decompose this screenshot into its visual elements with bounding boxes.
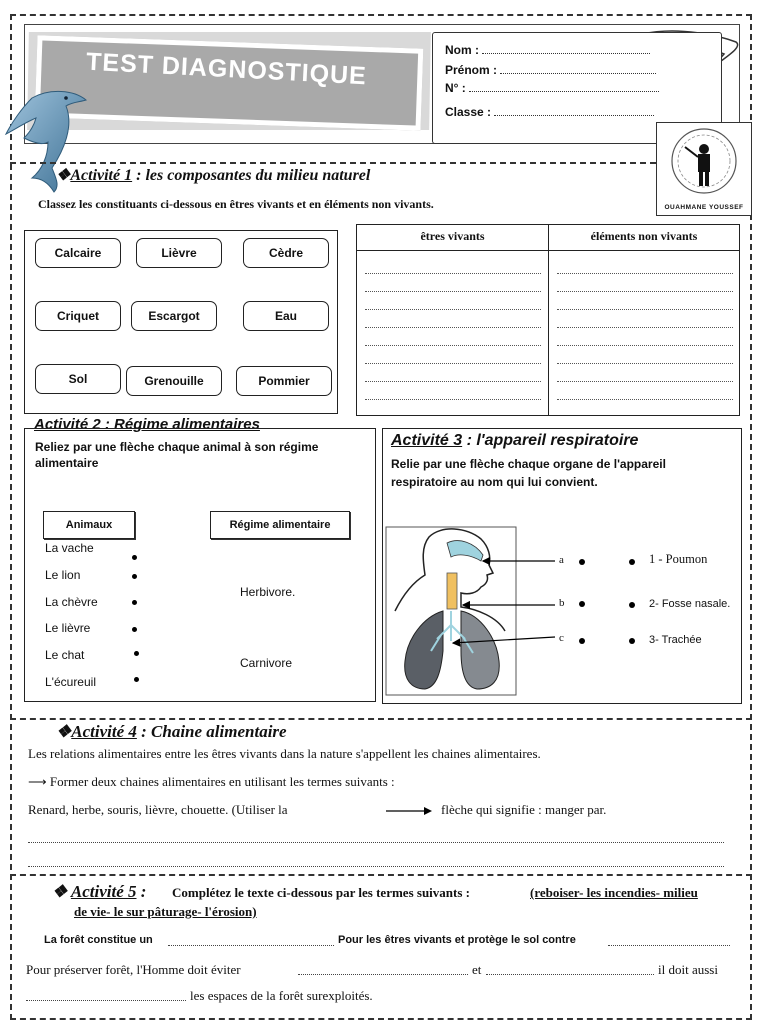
- connect-dot[interactable]: [579, 559, 585, 565]
- activity5-terms-line1: (reboiser- les incendies- milieu: [530, 885, 698, 900]
- banner-title: TEST DIAGNOSTIQUE: [85, 47, 368, 91]
- text1b: Pour les êtres vivants et protège le sol contre: [338, 934, 576, 946]
- animal-item: Le lion: [45, 568, 81, 582]
- blank-field[interactable]: [608, 945, 730, 946]
- activity5-terms-line2: de vie- le sur pâturage- l'érosion): [74, 904, 257, 919]
- classification-table: [356, 224, 740, 416]
- word-card[interactable]: Calcaire: [35, 238, 121, 268]
- answer-line[interactable]: [557, 381, 733, 382]
- connect-dot[interactable]: [132, 627, 137, 632]
- answer-line[interactable]: [557, 327, 733, 328]
- organ-letter: c: [559, 632, 564, 644]
- answer-line[interactable]: [365, 381, 541, 382]
- arrow-icon: [384, 804, 434, 818]
- diamond-bullet-icon: ❖: [56, 722, 72, 741]
- answer-line[interactable]: [28, 866, 724, 867]
- answer-line[interactable]: [365, 327, 541, 328]
- label-arrows: [443, 549, 573, 649]
- field-label: Prénom :: [445, 63, 498, 77]
- field-numero[interactable]: [445, 81, 659, 95]
- connect-dot[interactable]: [132, 555, 137, 560]
- answer-line[interactable]: [365, 345, 541, 346]
- activity3-title: : l'appareil respiratoire: [462, 432, 639, 449]
- teacher-icon: [657, 123, 751, 203]
- organ-name: 2- Fosse nasale.: [649, 598, 731, 610]
- answer-line[interactable]: [557, 291, 733, 292]
- activity4-title: : Chaine alimentaire: [136, 722, 287, 741]
- animal-item: Le chat: [45, 648, 85, 662]
- organ-letter: a: [559, 554, 564, 566]
- connect-dot[interactable]: [629, 559, 635, 565]
- section-separator: [10, 874, 752, 876]
- word-card[interactable]: Lièvre: [136, 238, 222, 268]
- activity5-label: Activité 5: [70, 882, 137, 901]
- animal-item: La chèvre: [45, 595, 98, 609]
- animal-item: Le lièvre: [45, 621, 91, 635]
- organ-letter: b: [559, 597, 565, 609]
- logo-caption: OUAHMANE YOUSSEF: [664, 204, 744, 211]
- answer-line[interactable]: [365, 273, 541, 274]
- text2a: Pour préserver forêt, l'Homme doit éviter: [26, 962, 241, 977]
- word-card[interactable]: Escargot: [131, 301, 217, 331]
- animals-header: Animaux: [43, 511, 135, 539]
- word-card[interactable]: Pommier: [236, 366, 332, 396]
- regime-item: Herbivore.: [240, 585, 296, 599]
- word-card[interactable]: Criquet: [35, 301, 121, 331]
- field-label: N° :: [445, 81, 466, 95]
- organ-name: 3- Trachée: [649, 634, 702, 646]
- blank-field[interactable]: [26, 1000, 186, 1001]
- words-box: [24, 230, 338, 414]
- field-label: Classe :: [445, 105, 492, 119]
- section-separator: [10, 718, 752, 720]
- activity2-instruction: Reliez par une flèche chaque animal à son régime alimentaire: [35, 440, 319, 470]
- word-card[interactable]: Grenouille: [126, 366, 222, 396]
- connect-dot[interactable]: [132, 574, 137, 579]
- blank-field[interactable]: [298, 974, 468, 975]
- activity4-label: Activité 4: [71, 722, 137, 741]
- field-label: Nom :: [445, 43, 479, 57]
- activity4-heading: [56, 722, 287, 742]
- connect-dot[interactable]: [629, 638, 635, 644]
- blank-field[interactable]: [168, 945, 334, 946]
- activity3-label: Activité 3: [391, 432, 463, 449]
- header-separator: [10, 162, 656, 164]
- table-header-nonliving: éléments non vivants: [590, 229, 698, 243]
- answer-line[interactable]: [557, 273, 733, 274]
- activity5-title: :: [136, 882, 147, 901]
- answer-line[interactable]: [365, 399, 541, 400]
- answer-line[interactable]: [557, 345, 733, 346]
- activity2-box: [24, 428, 376, 702]
- author-logo: [656, 122, 752, 216]
- diamond-bullet-icon: ❖: [56, 167, 71, 184]
- organ-name: 1 - Poumon: [649, 552, 708, 566]
- answer-line[interactable]: [28, 842, 724, 843]
- word-card[interactable]: Eau: [243, 301, 329, 331]
- activity3-box: [382, 428, 742, 704]
- activity1-instruction: Classez les constituants ci-dessous en êtres vivants et en éléments non vivants.: [38, 197, 434, 211]
- blank-field[interactable]: [486, 974, 654, 975]
- connect-dot[interactable]: [132, 600, 137, 605]
- text3: les espaces de la forêt surexploités.: [190, 988, 373, 1003]
- field-prenom[interactable]: [445, 63, 656, 77]
- answer-line[interactable]: [557, 363, 733, 364]
- text1a: La forêt constitue un: [44, 934, 153, 946]
- activity4-line1: Les relations alimentaires entre les êtres vivants dans la nature s'appellent les chaines alimentaires.: [28, 746, 541, 761]
- activity4-line3b: flèche qui signifie : manger par.: [441, 802, 607, 817]
- text2c: il doit aussi: [658, 962, 718, 977]
- activity3-heading: [391, 432, 638, 450]
- answer-line[interactable]: [365, 309, 541, 310]
- field-classe[interactable]: [445, 105, 654, 119]
- text2b: et: [472, 962, 482, 977]
- table-header-living: êtres vivants: [420, 229, 485, 243]
- connect-dot[interactable]: [579, 601, 585, 607]
- field-nom[interactable]: [445, 43, 650, 57]
- activity1-heading: [56, 165, 370, 185]
- word-card[interactable]: Sol: [35, 364, 121, 394]
- activity1-title: : les composantes du milieu naturel: [132, 167, 371, 184]
- regime-header: Régime alimentaire: [210, 511, 350, 539]
- regime-item: Carnivore: [240, 656, 293, 670]
- animal-item: L'écureuil: [45, 675, 96, 689]
- answer-line[interactable]: [365, 363, 541, 364]
- answer-line[interactable]: [365, 291, 541, 292]
- connect-dot[interactable]: [134, 651, 139, 656]
- activity4-line3a: Renard, herbe, souris, lièvre, chouette. (Utiliser la: [28, 802, 288, 817]
- activity5-heading: [52, 882, 146, 902]
- diamond-bullet-icon: ❖: [52, 882, 68, 901]
- answer-line[interactable]: [557, 309, 733, 310]
- word-card[interactable]: Cèdre: [243, 238, 329, 268]
- connect-dot[interactable]: [579, 638, 585, 644]
- activity2-heading: Activité 2 : Régime alimentaires: [34, 416, 260, 433]
- activity3-instruction: Relie par une flèche chaque organe de l'appareil respiratoire au nom qui lui convient.: [391, 457, 666, 489]
- animal-item: La vache: [45, 541, 94, 555]
- connect-dot[interactable]: [629, 602, 635, 608]
- answer-line[interactable]: [557, 399, 733, 400]
- activity1-label: Activité 1: [70, 167, 133, 184]
- activity5-instruction: Complétez le texte ci-dessous par les termes suivants :: [172, 885, 470, 900]
- connect-dot[interactable]: [134, 677, 139, 682]
- activity4-line2: ⟶ Former deux chaines alimentaires en utilisant les termes suivants :: [28, 774, 395, 789]
